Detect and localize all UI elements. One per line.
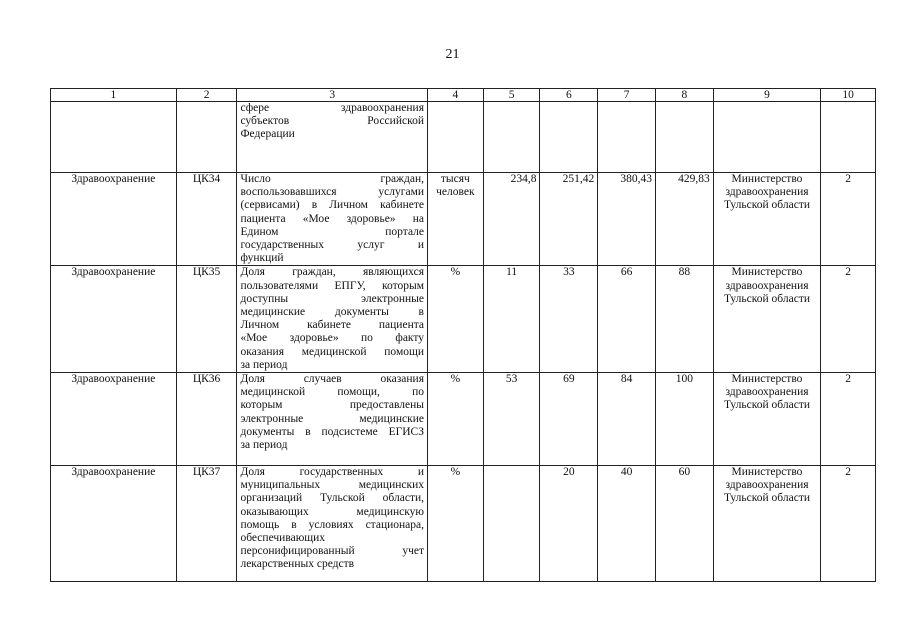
unit-cell: тысяч человек [428,173,484,266]
text-line: медицинские документы в [240,306,424,319]
code-cell: ЦК37 [176,466,237,582]
empty-cell [540,102,598,173]
column-number: 6 [540,89,598,102]
text-line: организаций Тульской области, [240,492,424,505]
text-line: сфере здравоохранения [240,102,424,114]
column-number: 9 [713,89,820,102]
text-line: лекарственных средств [240,558,355,571]
indicators-table [50,88,876,582]
text-line: (сервисами) в Личном кабинете [240,199,424,212]
column-number: 7 [598,89,656,102]
unit-cell: % [428,466,484,582]
text-line: функций [240,252,284,265]
empty-cell [821,102,876,173]
page-number: 21 [445,47,460,62]
text-line: обеспечивающих [240,532,326,545]
text-line: муниципальных медицинских [240,479,424,492]
code-cell: ЦК34 [176,173,237,266]
text-line: Доля граждан, являющихся [240,266,424,279]
value-cell: 251,42 [540,173,598,266]
unit-cell: % [428,373,484,466]
text-line: Доля государственных и [240,466,424,479]
column-number: 3 [237,89,428,102]
text-line: Федерации [240,128,295,141]
value-cell: 60 [656,466,714,582]
value-cell: 53 [483,373,540,466]
text-line: за период [240,358,288,371]
value-cell: 234,8 [483,173,540,266]
responsible-cell: Министерство здравоохранения Тульской области [713,373,820,466]
code-cell: ЦК35 [176,266,237,373]
indicator-description [237,373,428,466]
indicator-description [237,102,428,173]
text-line: помощь в условиях стационара, [240,518,424,531]
sector-cell: Здравоохранение [51,466,177,582]
column-10-cell: 2 [821,466,876,582]
value-cell: 40 [598,466,656,582]
empty-cell [51,102,177,173]
responsible-cell: Министерство здравоохранения Тульской области [713,266,820,373]
text-line: за период [240,439,288,452]
column-10-cell: 2 [821,373,876,466]
responsible-cell: Министерство здравоохранения Тульской области [713,173,820,266]
unit-cell: % [428,266,484,373]
text-line: электронные медицинские [240,412,424,425]
text-line: медицинской помощи, по [240,386,424,399]
column-number: 4 [428,89,484,102]
column-number: 2 [176,89,237,102]
empty-cell [598,102,656,173]
table-row [51,466,876,582]
value-cell: 100 [656,373,714,466]
indicator-description [237,466,428,582]
value-cell: 20 [540,466,598,582]
text-line: «Мое здоровье» по факту [240,332,424,345]
indicator-description [237,266,428,373]
sector-cell: Здравоохранение [51,173,177,266]
text-line: пациента «Мое здоровье» на [240,212,424,225]
sector-cell: Здравоохранение [51,266,177,373]
text-line: воспользовавшихся услугами [240,186,424,199]
text-line: документы в подсистеме ЕГИСЗ [240,425,424,438]
value-cell: 429,83 [656,173,714,266]
empty-cell [176,102,237,173]
value-cell: 88 [656,266,714,373]
value-cell: 380,43 [598,173,656,266]
text-line: доступны электронные [240,292,424,305]
indicator-description [237,173,428,266]
column-number-row [51,89,876,102]
text-line: Число граждан, [240,173,424,185]
column-10-cell: 2 [821,266,876,373]
code-cell: ЦК36 [176,373,237,466]
column-number: 5 [483,89,540,102]
text-line: оказания медицинской помощи [240,345,424,358]
text-line: оказывающих медицинскую [240,505,424,518]
sector-cell: Здравоохранение [51,373,177,466]
empty-cell [713,102,820,173]
empty-cell [656,102,714,173]
value-cell: 84 [598,373,656,466]
responsible-cell: Министерство здравоохранения Тульской области [713,466,820,582]
empty-cell [483,102,540,173]
text-line: Доля случаев оказания [240,373,424,386]
column-number: 1 [51,89,177,102]
value-cell: 33 [540,266,598,373]
text-line: Едином портале [240,225,424,238]
table-row [51,373,876,466]
column-number: 8 [656,89,714,102]
column-number: 10 [821,89,876,102]
text-line: персонифицированный учет [240,545,424,558]
value-cell: 69 [540,373,598,466]
column-10-cell: 2 [821,173,876,266]
empty-cell [428,102,484,173]
text-line: пользователями ЕПГУ, которым [240,279,424,292]
table-row [51,173,876,266]
continuation-row [51,102,876,173]
value-cell: 11 [483,266,540,373]
text-line: государственных услуг и [240,239,424,252]
text-line: Личном кабинете пациента [240,319,424,332]
value-cell: 66 [598,266,656,373]
table-row [51,266,876,373]
text-line: которым предоставлены [240,399,424,412]
text-line: субъектов Российской [240,115,424,128]
value-cell [483,466,540,582]
